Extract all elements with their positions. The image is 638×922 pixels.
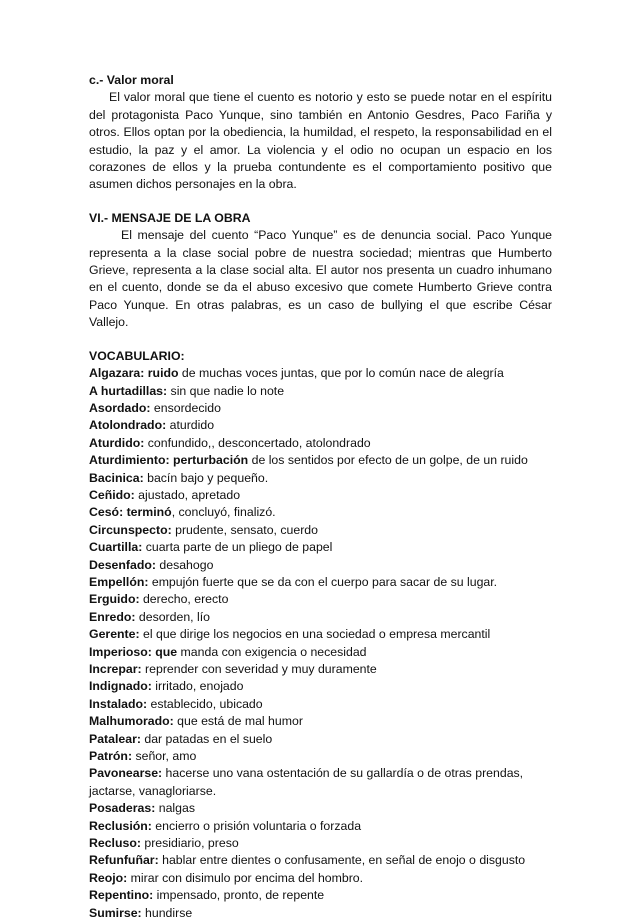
vocabulary-entry <box>89 365 552 382</box>
vocabulary-entry <box>89 835 552 852</box>
vocabulary-definition: encierro o prisión voluntaria o forzada <box>151 818 362 833</box>
vocabulary-definition: desorden, lío <box>135 609 210 624</box>
vocabulary-entry <box>89 400 552 417</box>
vocabulary-term: Instalado: <box>89 696 148 711</box>
vocabulary-definition: dar patadas en el suelo <box>140 731 273 746</box>
vocabulary-term: Aturdimiento: perturbación <box>89 453 249 468</box>
vocabulary-term: Refunfuñar: <box>89 853 159 868</box>
vocabulary-entry <box>89 800 552 817</box>
vocabulary-definition: de muchas voces juntas, que por lo común nace de alegría <box>178 366 504 381</box>
vocabulary-definition: cuarta parte de un pliego de papel <box>142 540 333 555</box>
vocabulary-entry <box>89 713 552 730</box>
vocabulary-term: Recluso: <box>89 836 141 851</box>
vocabulary-entry <box>89 417 552 434</box>
vocabulary-definition: el que dirige los negocios en una sociedad o empresa mercantil <box>139 627 491 642</box>
vocabulary-entry <box>89 626 552 643</box>
vocabulary-term: Pavonearse: <box>89 766 163 781</box>
vocabulary-term: Gerente: <box>89 627 140 642</box>
vocabulary-entry <box>89 487 552 504</box>
vocabulary-entry <box>89 696 552 713</box>
vocabulary-entry <box>89 452 552 469</box>
vocabulary-entry <box>89 470 552 487</box>
vocabulary-definition: hablar entre dientes o confusamente, en señal de enojo o disgusto <box>158 853 526 868</box>
vocabulary-definition: , concluyó, finalizó. <box>171 505 276 520</box>
vocabulary-term: Asordado: <box>89 400 151 415</box>
vocabulary-entry <box>89 574 552 591</box>
vocabulary-term: Circunspecto: <box>89 522 172 537</box>
vocabulary-title: VOCABULARIO: <box>89 348 185 363</box>
vocabulary-entry <box>89 435 552 452</box>
vocabulary-term: Imperioso: que <box>89 644 178 659</box>
vocabulary-entry <box>89 905 552 922</box>
section-mensaje-obra <box>89 210 552 332</box>
vocabulary-term: Patrón: <box>89 749 133 764</box>
vocabulary-definition: confundido,, desconcertado, atolondrado <box>144 435 371 450</box>
vocabulary-definition: prudente, sensato, cuerdo <box>171 522 318 537</box>
vocabulary-term: Sumirse: <box>89 905 142 920</box>
vocabulary-definition: reprender con severidad y muy duramente <box>141 662 377 676</box>
vocabulary-term: Increpar: <box>89 662 142 676</box>
vocabulary-entry <box>89 644 552 661</box>
vocabulary-term: A hurtadillas: <box>89 383 168 398</box>
vocabulary-definition: hundirse <box>141 905 193 920</box>
vocabulary-entry <box>89 748 552 765</box>
section-heading-mensaje: VI.- MENSAJE DE LA OBRA <box>89 210 251 225</box>
vocabulary-entry <box>89 765 552 800</box>
vocabulary-definition: sin que nadie lo note <box>167 383 285 398</box>
vocabulary-definition: presidiario, preso <box>140 836 239 851</box>
vocabulary-term: Cuartilla: <box>89 540 143 555</box>
vocabulary-definition: de los sentidos por efecto de un golpe, de un ruido <box>248 453 528 468</box>
vocabulary-term: Patalear: <box>89 731 141 746</box>
vocabulary-term: Cesó: terminó <box>89 505 172 520</box>
vocabulary-term: Repentino: <box>89 888 154 903</box>
vocabulary-entry <box>89 852 552 869</box>
paragraph-mensaje: El mensaje del cuento “Paco Yunque” es de denuncia social. Paco Yunque representa a la clase social pobre de nuestra sociedad; mientras que Humberto Grieve, representa a la clase social alta. El autor nos presenta un cuadro inhumano en el cuento, donde se da el abuso excesivo que comete Humberto Grieve contra Paco Yunque. En otras palabras, es un caso de bullying el que escribe César Vallejo. <box>89 228 552 330</box>
vocabulary-entry <box>89 609 552 626</box>
vocabulary-definition: derecho, erecto <box>139 592 229 607</box>
vocabulary-definition: bacín bajo y pequeño. <box>143 470 269 485</box>
vocabulary-entry <box>89 522 552 539</box>
vocabulary-list <box>89 365 552 922</box>
vocabulary-entry <box>89 504 552 521</box>
vocabulary-entry <box>89 678 552 695</box>
vocabulary-entry <box>89 818 552 835</box>
section-heading-valor-moral: c.- Valor moral <box>89 73 174 87</box>
section-valor-moral <box>89 72 552 194</box>
vocabulary-term: Atolondrado: <box>89 418 167 433</box>
vocabulary-entry <box>89 383 552 400</box>
vocabulary-term: Desenfado: <box>89 557 156 572</box>
vocabulary-entry <box>89 591 552 608</box>
vocabulary-section <box>89 348 552 922</box>
vocabulary-definition: que está de mal humor <box>173 714 303 729</box>
vocabulary-entry <box>89 731 552 748</box>
vocabulary-entry <box>89 887 552 904</box>
vocabulary-entry <box>89 661 552 678</box>
vocabulary-term: Empellón: <box>89 574 149 589</box>
vocabulary-entry <box>89 870 552 887</box>
vocabulary-term: Indignado: <box>89 679 152 694</box>
vocabulary-term: Ceñido: <box>89 487 135 502</box>
vocabulary-definition: irritado, enojado <box>151 679 244 694</box>
vocabulary-definition: aturdido <box>166 418 215 433</box>
vocabulary-entry <box>89 557 552 574</box>
vocabulary-definition: señor, amo <box>132 749 197 764</box>
vocabulary-term: Bacinica: <box>89 470 144 485</box>
vocabulary-term: Posaderas: <box>89 801 156 816</box>
vocabulary-definition: nalgas <box>155 801 195 816</box>
vocabulary-definition: desahogo <box>155 557 214 572</box>
vocabulary-definition: establecido, ubicado <box>147 696 263 711</box>
vocabulary-term: Enredo: <box>89 609 136 624</box>
vocabulary-term: Malhumorado: <box>89 714 174 729</box>
paragraph-valor-moral: El valor moral que tiene el cuento es notorio y esto se puede notar en el espíritu del protagonista Paco Yunque, sino también en Antonio Gesdres, Paco Fariña y otros. Ellos optan por la obediencia, la humildad, el respeto, la responsabilidad en el estudio, la paz y el amor. La violencia y el odio no ocupan un espacio en los corazones de ellos y la prueba contundente es el comportamiento positivo que asumen dichos personajes en la obra. <box>89 90 552 192</box>
vocabulary-definition: manda con exigencia o necesidad <box>177 644 367 659</box>
vocabulary-term: Algazara: ruido <box>89 366 179 381</box>
vocabulary-term: Aturdido: <box>89 435 145 450</box>
vocabulary-term: Erguido: <box>89 592 140 607</box>
vocabulary-definition: hacerse uno vana ostentación de su gallardía o de otras prendas, jactarse, vanagloriarse. <box>89 766 524 798</box>
vocabulary-definition: mirar con disimulo por encima del hombro. <box>127 870 364 885</box>
vocabulary-definition: ajustado, apretado <box>134 487 241 502</box>
vocabulary-entry <box>89 539 552 556</box>
vocabulary-term: Reclusión: <box>89 818 152 833</box>
vocabulary-term: Reojo: <box>89 870 128 885</box>
vocabulary-definition: impensado, pronto, de repente <box>153 888 325 903</box>
vocabulary-definition: empujón fuerte que se da con el cuerpo para sacar de su lugar. <box>148 574 498 589</box>
vocabulary-definition: ensordecido <box>150 400 221 415</box>
